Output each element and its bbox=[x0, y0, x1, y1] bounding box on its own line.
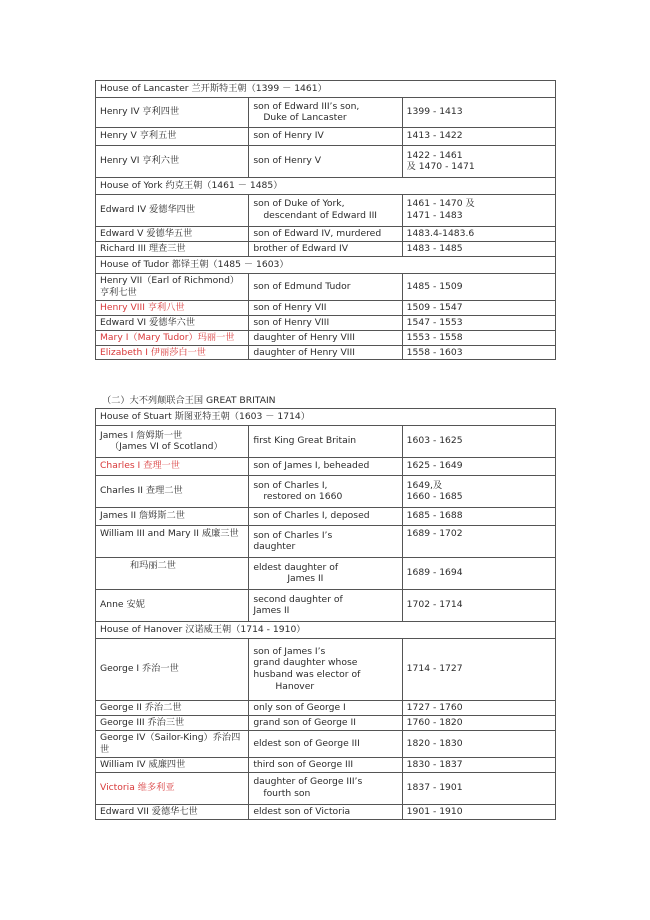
table-row bbox=[96, 589, 556, 621]
table-row bbox=[96, 315, 556, 330]
monarch-description bbox=[249, 638, 402, 700]
reign-years: 1553 - 1558 bbox=[402, 330, 555, 345]
table-row bbox=[96, 241, 556, 256]
monarch-description: son of Henry IV bbox=[249, 127, 402, 145]
monarch-name: Henry V 亨利五世 bbox=[96, 127, 249, 145]
description-line: son of James I’s bbox=[253, 645, 326, 657]
reign-years: 1399 - 1413 bbox=[402, 97, 555, 127]
reign-years: 1901 - 1910 bbox=[402, 804, 555, 819]
table-row bbox=[96, 145, 556, 177]
description-line: Hanover bbox=[275, 681, 315, 693]
monarch-name-line: （James VI of Scotland） bbox=[110, 441, 223, 453]
description-line: descendant of Edward III bbox=[263, 210, 377, 222]
table-row bbox=[96, 715, 556, 730]
monarch-name bbox=[96, 425, 249, 457]
monarch-name: George III 乔治三世 bbox=[96, 715, 249, 730]
monarch-name: Mary I（Mary Tudor）玛丽一世 bbox=[96, 330, 249, 345]
monarch-description: brother of Edward IV bbox=[249, 241, 402, 256]
monarch-name: Henry VII（Earl of Richmond）亨利七世 bbox=[96, 273, 249, 300]
monarch-name: William III and Mary II 威廉三世 bbox=[96, 525, 249, 557]
monarch-description: son of Henry VIII bbox=[249, 315, 402, 330]
description-line: Duke of Lancaster bbox=[263, 112, 347, 124]
monarch-name-line: 和玛丽二世 bbox=[130, 559, 176, 571]
reign-years-line: 1422 - 1461 bbox=[406, 149, 463, 161]
table-row bbox=[96, 507, 556, 525]
monarch-description bbox=[249, 194, 402, 226]
house-york-header-row bbox=[96, 177, 556, 194]
table-row bbox=[96, 226, 556, 241]
monarch-name: Edward IV 爱德华四世 bbox=[96, 194, 249, 226]
monarch-name: Henry VIII 亨利八世 bbox=[96, 300, 249, 315]
monarch-description bbox=[249, 525, 402, 557]
description-line: second daughter of bbox=[253, 593, 343, 605]
description-line: fourth son bbox=[263, 788, 311, 800]
description-line: daughter of George III’s bbox=[253, 776, 363, 788]
reign-years: 1413 - 1422 bbox=[402, 127, 555, 145]
reign-years-line: 1461 - 1470 及 bbox=[406, 198, 475, 210]
house-hanover-header: House of Hanover 汉诺威王朝（1714 - 1910） bbox=[96, 621, 556, 638]
reign-years: 1760 - 1820 bbox=[402, 715, 555, 730]
table-row bbox=[96, 700, 556, 715]
monarch-name: William IV 威廉四世 bbox=[96, 757, 249, 772]
reign-years: 1689 - 1702 bbox=[402, 525, 555, 557]
monarch-description bbox=[249, 772, 402, 804]
monarch-description: first King Great Britain bbox=[249, 425, 402, 457]
description-line: James II bbox=[287, 573, 324, 585]
monarch-name: Richard III 理查三世 bbox=[96, 241, 249, 256]
table-row bbox=[96, 804, 556, 819]
reign-years: 1547 - 1553 bbox=[402, 315, 555, 330]
monarch-name bbox=[96, 557, 249, 589]
reign-years bbox=[402, 194, 555, 226]
table-row bbox=[96, 457, 556, 475]
monarch-name: Charles I 查理一世 bbox=[96, 457, 249, 475]
description-line: son of Duke of York, bbox=[253, 198, 345, 210]
monarch-description: son of Edward IV, murdered bbox=[249, 226, 402, 241]
house-tudor-header: House of Tudor 都铎王朝（1485 － 1603） bbox=[96, 256, 556, 273]
reign-years-line: 及 1470 - 1471 bbox=[406, 161, 475, 173]
house-stuart-header: House of Stuart 斯图亚特王朝（1603 － 1714） bbox=[96, 409, 556, 426]
monarch-description: daughter of Henry VIII bbox=[249, 330, 402, 345]
table-row bbox=[96, 330, 556, 345]
reign-years: 1558 - 1603 bbox=[402, 345, 555, 360]
monarch-name: James II 詹姆斯二世 bbox=[96, 507, 249, 525]
reign-years-line: 1660 - 1685 bbox=[406, 491, 463, 503]
monarch-description: son of James I, beheaded bbox=[249, 457, 402, 475]
reign-years: 1483.4-1483.6 bbox=[402, 226, 555, 241]
reign-years: 1603 - 1625 bbox=[402, 425, 555, 457]
monarch-description: daughter of Henry VIII bbox=[249, 345, 402, 360]
monarch-description bbox=[249, 475, 402, 507]
monarch-name: Charles II 查理二世 bbox=[96, 475, 249, 507]
house-lancaster-header-row bbox=[96, 81, 556, 98]
table-row bbox=[96, 557, 556, 589]
table-row bbox=[96, 425, 556, 457]
monarch-name-line: James I 詹姆斯一世 bbox=[100, 429, 183, 441]
monarch-description: son of Henry VII bbox=[249, 300, 402, 315]
table-row bbox=[96, 273, 556, 300]
table-row bbox=[96, 525, 556, 557]
monarch-description: eldest son of George III bbox=[249, 730, 402, 757]
reign-years: 1837 - 1901 bbox=[402, 772, 555, 804]
reign-years-line: 1649,及 bbox=[406, 479, 443, 491]
reign-years: 1625 - 1649 bbox=[402, 457, 555, 475]
house-hanover-header-row bbox=[96, 621, 556, 638]
section-title: （二）大不列颠联合王国 GREAT BRITAIN bbox=[102, 395, 276, 406]
monarch-description bbox=[249, 97, 402, 127]
table-row bbox=[96, 97, 556, 127]
monarch-description: eldest son of Victoria bbox=[249, 804, 402, 819]
table-row bbox=[96, 127, 556, 145]
table-row bbox=[96, 757, 556, 772]
table-row bbox=[96, 194, 556, 226]
description-line: grand daughter whose bbox=[253, 657, 358, 669]
house-lancaster-header: House of Lancaster 兰开斯特王朝（1399 － 1461） bbox=[96, 81, 556, 98]
monarch-description bbox=[249, 589, 402, 621]
description-line: James II bbox=[253, 605, 290, 617]
reign-years: 1727 - 1760 bbox=[402, 700, 555, 715]
description-line: son of Edward III’s son, bbox=[253, 100, 360, 112]
reign-years: 1485 - 1509 bbox=[402, 273, 555, 300]
table-row bbox=[96, 345, 556, 360]
reign-years-line: 1471 - 1483 bbox=[406, 210, 463, 222]
monarch-name: Edward VII 爱德华七世 bbox=[96, 804, 249, 819]
table-row bbox=[96, 730, 556, 757]
monarch-description: son of Edmund Tudor bbox=[249, 273, 402, 300]
reign-years: 1714 - 1727 bbox=[402, 638, 555, 700]
description-line: eldest daughter of bbox=[253, 561, 339, 573]
reign-years: 1830 - 1837 bbox=[402, 757, 555, 772]
monarch-name: George II 乔治二世 bbox=[96, 700, 249, 715]
monarch-description: grand son of George II bbox=[249, 715, 402, 730]
monarch-name: Victoria 维多利亚 bbox=[96, 772, 249, 804]
monarch-description: son of Henry V bbox=[249, 145, 402, 177]
great-britain-monarchs-table bbox=[95, 408, 556, 820]
house-york-header: House of York 约克王朝（1461 － 1485） bbox=[96, 177, 556, 194]
reign-years: 1820 - 1830 bbox=[402, 730, 555, 757]
monarch-name: Henry VI 亨利六世 bbox=[96, 145, 249, 177]
monarch-name: Anne 安妮 bbox=[96, 589, 249, 621]
house-stuart-header-row bbox=[96, 409, 556, 426]
monarch-description: third son of George III bbox=[249, 757, 402, 772]
reign-years bbox=[402, 145, 555, 177]
reign-years: 1483 - 1485 bbox=[402, 241, 555, 256]
reign-years: 1509 - 1547 bbox=[402, 300, 555, 315]
monarch-description: only son of George I bbox=[249, 700, 402, 715]
description-line: son of Charles I’s bbox=[253, 529, 333, 541]
description-line: restored on 1660 bbox=[263, 491, 343, 503]
monarch-name: Edward VI 爱德华六世 bbox=[96, 315, 249, 330]
monarch-description bbox=[249, 557, 402, 589]
monarch-name: George I 乔治一世 bbox=[96, 638, 249, 700]
table-row bbox=[96, 638, 556, 700]
table-row bbox=[96, 772, 556, 804]
description-line: son of Charles I, bbox=[253, 479, 328, 491]
reign-years: 1685 - 1688 bbox=[402, 507, 555, 525]
table-row bbox=[96, 300, 556, 315]
description-line: husband was elector of bbox=[253, 669, 361, 681]
monarch-name: Edward V 爱德华五世 bbox=[96, 226, 249, 241]
monarch-description: son of Charles I, deposed bbox=[249, 507, 402, 525]
table-row bbox=[96, 475, 556, 507]
reign-years: 1702 - 1714 bbox=[402, 589, 555, 621]
england-monarchs-table bbox=[95, 80, 556, 360]
house-tudor-header-row bbox=[96, 256, 556, 273]
monarch-name: Henry IV 亨利四世 bbox=[96, 97, 249, 127]
description-line: daughter bbox=[253, 541, 296, 553]
reign-years: 1689 - 1694 bbox=[402, 557, 555, 589]
reign-years bbox=[402, 475, 555, 507]
monarch-name: George IV（Sailor-King）乔治四世 bbox=[96, 730, 249, 757]
monarch-name: Elizabeth I 伊丽莎白一世 bbox=[96, 345, 249, 360]
